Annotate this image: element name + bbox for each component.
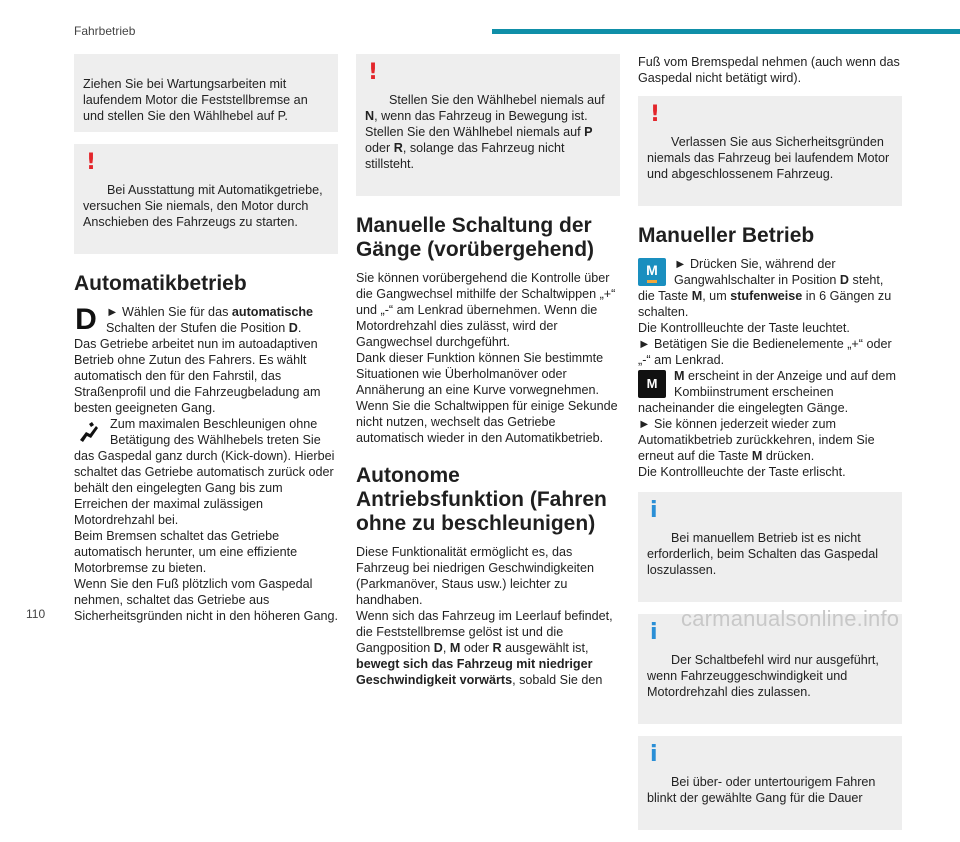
paragraph: Die Kontrollleuchte der Taste erlischt.	[638, 465, 846, 479]
column-3	[638, 54, 902, 842]
header-accent-bar	[492, 29, 960, 34]
text: ► Drücken Sie, während der Gangwahlschalter in Position	[674, 257, 840, 287]
section-heading-automatikbetrieb: Automatikbetrieb	[74, 272, 247, 295]
bold-text: R	[393, 141, 403, 155]
info-icon: i	[650, 498, 658, 523]
text: steht, die Taste	[638, 273, 884, 303]
instrument-m-paragraph	[638, 368, 902, 416]
info-text: Bei über- oder untertourigem Fahren blinkt der gewählte Gang für die Dauer	[647, 775, 876, 805]
info-icon: i	[650, 620, 658, 645]
bold-text: M	[751, 449, 763, 463]
warning-text: Bei Ausstattung mit Automatikgetriebe, versuchen Sie niemals, den Motor durch Anschieben des Fahrzeugs zu starten.	[83, 183, 323, 229]
bold-text: M	[674, 369, 685, 383]
text: Wenn sich das Fahrzeug im Leerlauf befindet, die Feststellbremse gelöst ist und die Gangposition	[356, 609, 613, 655]
exclamation-icon: !	[368, 60, 379, 85]
text: ► Sie können jederzeit wieder zum Automatikbetrieb zurückkehren, indem Sie erneut auf die Taste	[638, 417, 875, 463]
text: , um	[702, 289, 731, 303]
text: drücken.	[762, 449, 815, 463]
paragraph	[638, 256, 902, 320]
kickdown-paragraph	[74, 416, 338, 528]
section-heading-manuelle-schaltung: Manuelle Schaltung der Gänge (vorübergehend)	[356, 214, 595, 261]
paragraph: Wenn Sie den Fuß plötzlich vom Gaspedal nehmen, schaltet das Getriebe aus Sicherheitsgründen nicht in den höheren Gang.	[74, 577, 338, 623]
foot-pedal-icon	[74, 418, 102, 446]
instruction-press-m	[638, 256, 902, 320]
manual-mode-indicator-icon: M	[638, 370, 666, 398]
paragraph: Beim Bremsen schaltet das Getriebe automatisch herunter, um eine effiziente Motorbremse zu bieten.	[74, 529, 298, 575]
text: oder	[365, 141, 394, 155]
text: Schalten der Stufen die Position	[106, 321, 289, 335]
bold-text: P	[584, 125, 593, 139]
bold-text: R	[492, 641, 502, 655]
section-heading-manueller-betrieb: Manueller Betrieb	[638, 224, 815, 247]
bold-text: D	[433, 641, 443, 655]
warning-box	[638, 96, 902, 206]
text: in 6 Gängen zu schalten.	[638, 289, 892, 319]
info-box	[638, 492, 902, 602]
warning-box	[356, 54, 620, 196]
bold-text: bewegt sich das Fahrzeug mit niedriger Geschwindigkeit vorwärts	[356, 657, 593, 687]
note-text: Ziehen Sie bei Wartungsarbeiten mit laufendem Motor die Feststellbremse an und stellen Sie den Wählhebel auf P.	[83, 77, 308, 123]
paragraph: Diese Funktionalität ermöglicht es, das Fahrzeug bei niedrigen Geschwindigkeiten (Parkmanöver, Staus usw.) leichter zu handhaben.	[356, 545, 595, 607]
text: erscheint in der Anzeige und auf dem Kombiinstrument erscheinen nacheinander die eingelegten Gänge.	[638, 369, 896, 415]
m-button-icon	[638, 258, 666, 286]
bold-text: automatische	[231, 305, 314, 319]
paragraph: Die Kontrollleuchte der Taste leuchtet.	[638, 321, 850, 335]
warning-text: Verlassen Sie aus Sicherheitsgründen niemals das Fahrzeug bei laufendem Motor und abgeschlossenem Fahrzeug.	[647, 135, 890, 181]
led-bar	[647, 280, 657, 283]
bold-text: D	[288, 321, 298, 335]
column-1	[74, 54, 338, 624]
note-box	[74, 54, 338, 132]
text: , wenn das Fahrzeug in Bewegung ist. Stellen Sie den Wählhebel niemals auf	[365, 109, 588, 139]
text: ,	[442, 641, 450, 655]
info-text: Bei manuellem Betrieb ist es nicht erforderlich, beim Schalten das Gaspedal loszulassen.	[647, 531, 879, 577]
exclamation-icon: !	[650, 102, 661, 127]
bold-text: D	[839, 273, 850, 287]
warning-text	[365, 92, 611, 172]
exclamation-icon: !	[86, 150, 97, 175]
instruction-select-d	[74, 304, 338, 336]
text: ► Wählen Sie für das	[106, 305, 232, 319]
info-icon: i	[650, 742, 658, 767]
info-box	[638, 736, 902, 830]
paragraph: Dank dieser Funktion können Sie bestimmte Situationen wie Überholmanöver oder Annäherung an eine Kurve vorwegnehmen.	[356, 351, 604, 397]
bold-text: M	[691, 289, 703, 303]
paragraph: Sie können vorübergehend die Kontrolle über die Gangwechsel mithilfe der Schaltwippen „+“ und „-“ am Lenkrad übernehmen. Wenn die Motordrehzahl dies zulässt, wird der Gangwechsel durchgeführt.	[356, 271, 616, 349]
paragraph: Zum maximalen Beschleunigen ohne Betätigung des Wählhebels treten Sie das Gaspedal ganz durch (Kick-down). Hierbei schaltet das Getriebe automatisch zurück oder behält den eingelegten Gang bis zum Erreichen der maximal zulässigen Motordrehzahl bei.	[74, 417, 335, 527]
paragraph	[638, 368, 902, 416]
watermark: carmanualsonline.info	[681, 606, 900, 631]
bold-text: stufenweise	[730, 289, 803, 303]
info-text: Der Schaltbefehl wird nur ausgeführt, wenn Fahrzeuggeschwindigkeit und Motordrehzahl dies zulassen.	[647, 653, 879, 699]
text: oder	[460, 641, 493, 655]
warning-box	[74, 144, 338, 254]
section-heading-autonome-antriebsfunktion: Autonome Antriebsfunktion (Fahren ohne zu beschleunigen)	[356, 464, 607, 535]
bold-text: N	[365, 109, 375, 123]
paragraph: Fuß vom Bremspedal nehmen (auch wenn das Gaspedal nicht betätigt wird).	[638, 55, 900, 85]
paragraph: Das Getriebe arbeitet nun im autoadaptiven Betrieb ohne Zutun des Fahrers. Es wählt automatisch den für den Fahrstil, das Straßenprofil und die Fahrzeugbeladung am besten geeigneten Gang.	[74, 337, 321, 415]
text: , solange das Fahrzeug nicht stillsteht.	[365, 141, 565, 171]
column-2	[356, 54, 620, 688]
text: Stellen Sie den Wählhebel niemals auf	[389, 93, 605, 107]
paragraph: Wenn Sie die Schaltwippen für einige Sekunde nicht nutzen, wechselt das Getriebe automatisch wieder in den Automatikbetrieb.	[356, 399, 618, 445]
icon-label: M	[646, 261, 658, 278]
gear-d-icon: D	[75, 303, 97, 336]
text: .	[297, 321, 302, 335]
text: , sobald Sie den	[512, 673, 603, 687]
bold-text: M	[449, 641, 461, 655]
page-number: 110	[26, 607, 46, 621]
text: ausgewählt ist,	[501, 641, 589, 655]
paragraph: ► Betätigen Sie die Bedienelemente „+“ oder „-“ am Lenkrad.	[638, 337, 892, 367]
paragraph	[356, 608, 620, 688]
header-title: Fahrbetrieb	[74, 24, 136, 38]
paragraph	[638, 416, 902, 464]
